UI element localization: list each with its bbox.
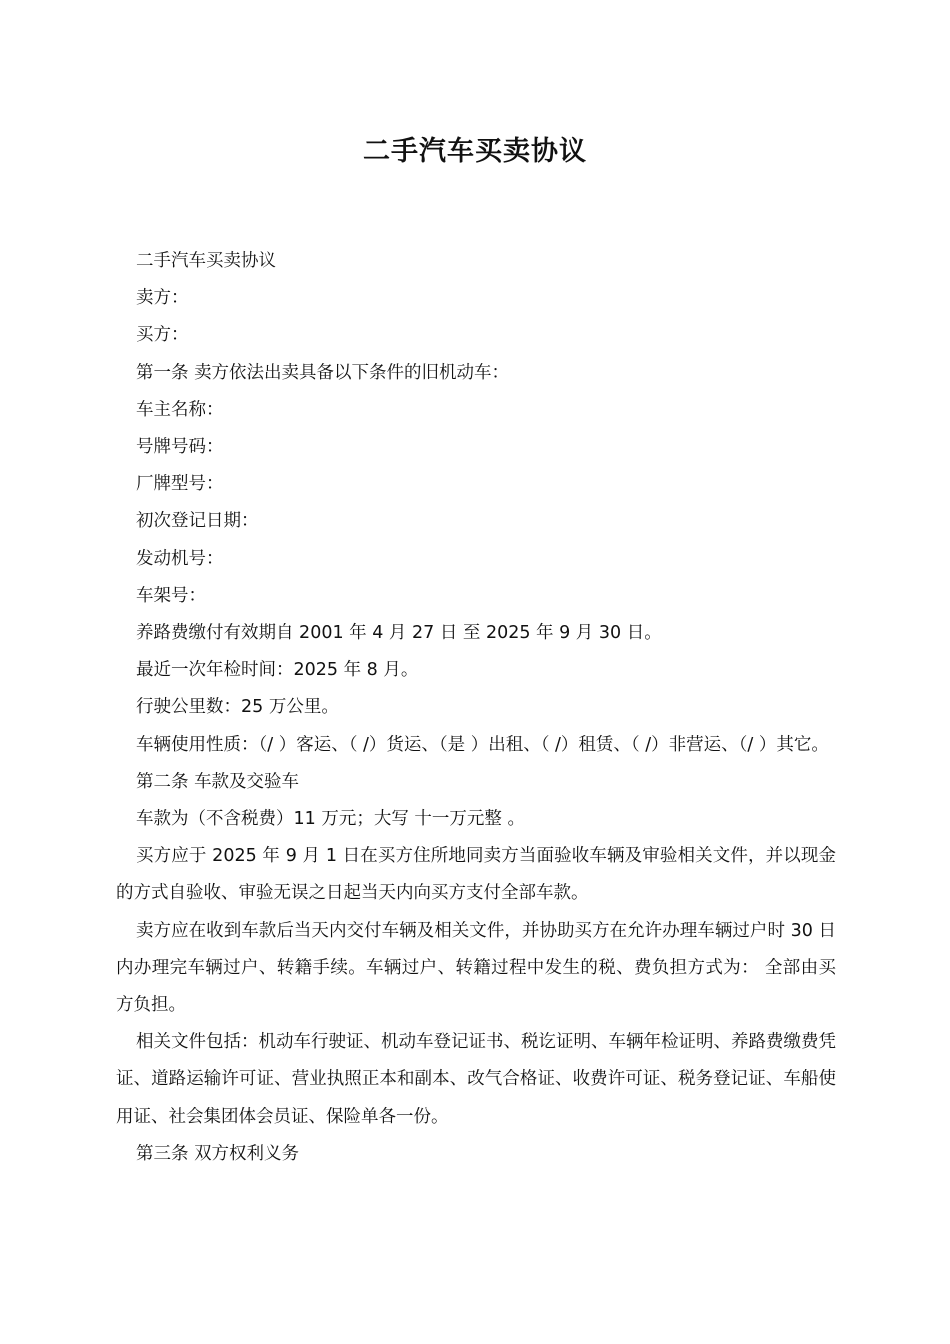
usage-type-paragraph: 车辆使用性质：（/ ）客运、（ /）货运、（是 ）出租、（ /）租赁、（ /）非营运、（/ ）其它。 [136, 734, 829, 755]
plate-number-line: 号牌号码： [136, 437, 224, 458]
delivery-transfer-paragraph: 卖方应在收到车款后当天内交付车辆及相关文件，并协助买方在允许办理车辆过户时 30 日内办理完车辆过户、转籍手续。车辆过户、转籍过程中发生的税、费负担方式为： 全部由买方负担。 [116, 920, 836, 1016]
owner-name-line: 车主名称： [136, 399, 224, 420]
inspection-payment-paragraph: 买方应于 2025 年 9 月 1 日在买方住所地同卖方当面验收车辆及审验相关文件，并以现金的方式自验收、审验无误之日起当天内向买方支付全部车款。 [116, 846, 836, 904]
document-body [116, 243, 836, 1173]
article-three-heading: 第三条 双方权利义务 [136, 1143, 300, 1164]
article-two-heading: 第二条 车款及交验车 [136, 771, 300, 792]
related-documents-paragraph: 相关文件包括：机动车行驶证、机动车登记证书、税讫证明、车辆年检证明、养路费缴费凭证、道路运输许可证、营业执照正本和副本、改气合格证、收费许可证、税务登记证、车船使用证、社会集团体会员证、保险单各一份。 [116, 1032, 836, 1127]
mileage-line: 行驶公里数：25 万公里。 [136, 697, 339, 718]
road-fee-validity-line: 养路费缴付有效期自 2001 年 4 月 27 日 至 2025 年 9 月 30 日。 [136, 623, 662, 644]
heading-repeat: 二手汽车买卖协议 [136, 251, 276, 271]
buyer-line: 买方： [136, 325, 189, 346]
engine-number-line: 发动机号： [136, 548, 224, 569]
price-line: 车款为（不含税费）11 万元；大写 十一万元整 。 [136, 809, 525, 830]
brand-model-line: 厂牌型号： [136, 474, 224, 495]
frame-number-line: 车架号： [136, 585, 206, 606]
seller-line: 卖方： [136, 288, 189, 309]
article-one-heading: 第一条 卖方依法出卖具备以下条件的旧机动车： [136, 362, 510, 383]
last-inspection-line: 最近一次年检时间：2025 年 8 月。 [136, 660, 419, 681]
first-registration-date-line: 初次登记日期： [136, 511, 259, 532]
document-title: 二手汽车买卖协议 [363, 136, 587, 167]
